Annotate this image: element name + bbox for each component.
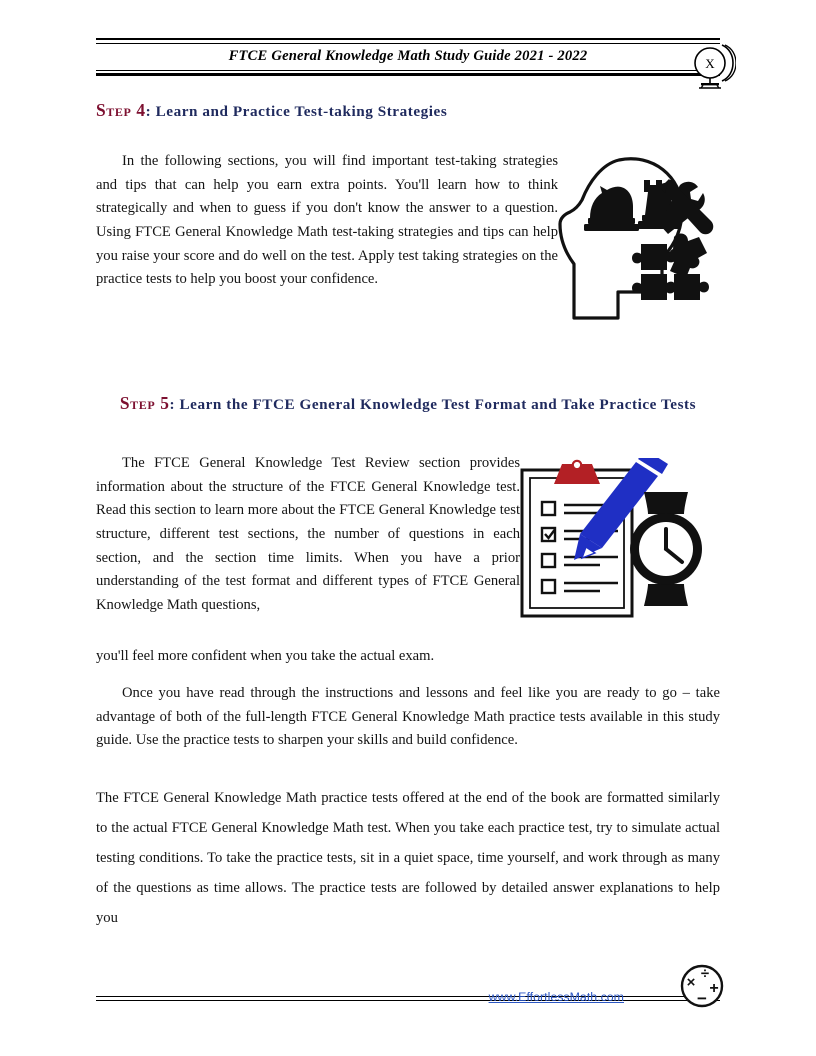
svg-text:÷: ÷: [700, 965, 710, 982]
page-header: [96, 38, 720, 90]
step5-title: Learn the FTCE General Knowledge Test Format and Take Practice Tests: [179, 396, 697, 413]
step5-paragraph-2: Once you have read through the instructions and lessons and feel like you are ready to go – take advantage of both of the full-length FTCE General Knowledge Math practice tests available in this study guide. Use the practice tests to sharpen your skills and build confidence.: [96, 685, 720, 749]
footer-website-link[interactable]: www.EffortlessMath.com: [488, 990, 624, 1004]
step5-colon: :: [169, 396, 176, 413]
step5-label: Step 5: [119, 393, 170, 413]
step5-heading: [96, 390, 720, 417]
step5-paragraph-wrapped: The FTCE General Knowledge Test Review section provides information about the structure of the FTCE General Knowledge test. Read this section to learn more about the FTCE General Knowledge test structure, different test sections, the number of questions in each section, and the section time limits. When you have a prior understanding of the test format and different types of FTCE General Knowledge Math questions,: [96, 455, 520, 613]
svg-text:×: ×: [686, 974, 696, 991]
effortless-math-logo-icon: [676, 962, 728, 1010]
step4-label: Step 4: [96, 100, 146, 120]
step5-paragraph-tail: you'll feel more confident when you take the actual exam.: [96, 648, 435, 664]
header-rule-bottom-thick: [96, 73, 720, 75]
globe-icon: [688, 38, 736, 90]
head-strategy-illustration: [556, 152, 726, 328]
step4-paragraph: In the following sections, you will find important test-taking strategies and tips that can help you earn extra points. You'll learn how to think strategically and when to guess if you don't know the answer to a question. Using FTCE General Knowledge Math test-taking strategies and tips can help you raise your score and do well on the test. Apply test taking strategies on the practice tests to help you boost your confidence.: [96, 153, 558, 288]
watch-icon: [630, 492, 702, 606]
step4-colon: :: [145, 103, 152, 120]
step4-heading: [96, 100, 720, 121]
clipboard-watch-illustration: [518, 458, 716, 620]
globe-letter: X: [705, 56, 715, 71]
step4-title: Learn and Practice Test-taking Strategies: [155, 103, 448, 120]
header-title: FTCE General Knowledge Math Study Guide 2021 - 2022: [228, 47, 588, 64]
svg-text:−: −: [697, 989, 707, 1008]
step5-paragraph-3: The FTCE General Knowledge Math practice tests offered at the end of the book are formatted similarly to the actual FTCE General Knowledge Math test. When you take each practice test, try to simulate actual testing conditions. To take the practice tests, sit in a quiet space, time yourself, and work through as many of the questions as time allows. The practice tests are followed by detailed answer explanations to help you: [96, 790, 720, 926]
svg-text:+: +: [709, 980, 719, 997]
